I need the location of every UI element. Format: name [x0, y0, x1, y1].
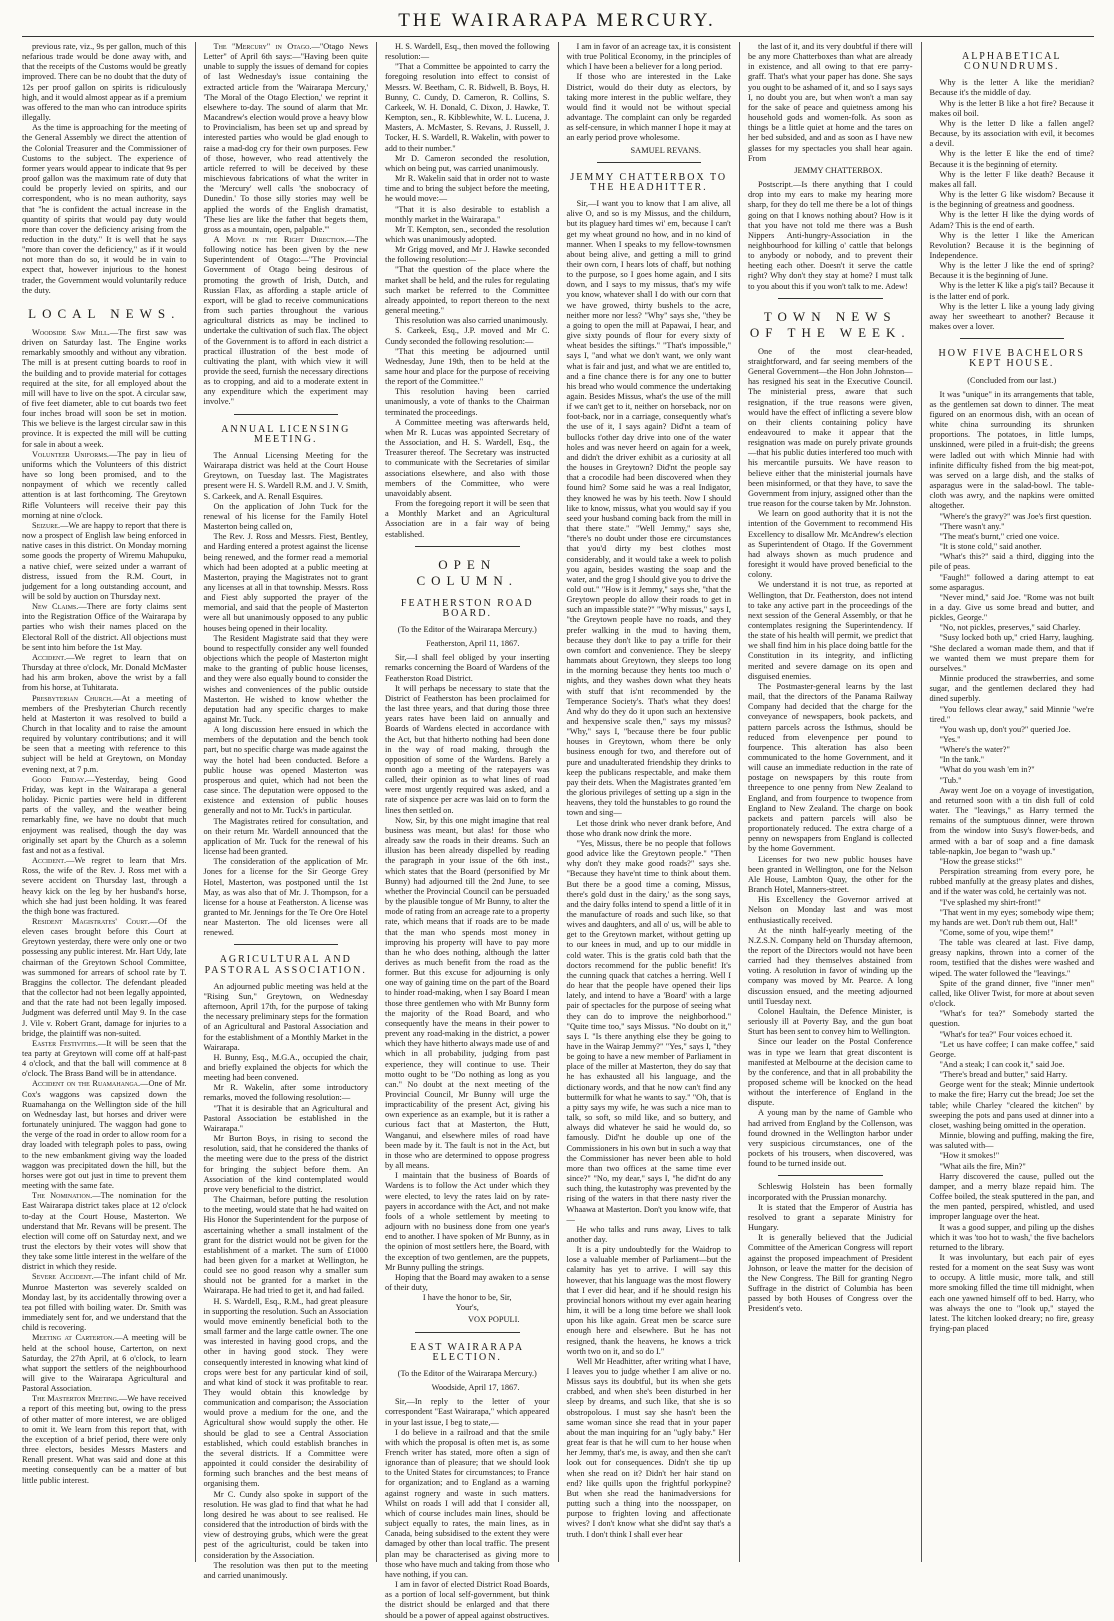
- paragraph: "Let us have coffee; I can make coffee," said George.: [929, 1039, 1094, 1059]
- news-item-lead: Severe Accident.: [32, 1272, 94, 1282]
- paragraph: "That went in my eyes; somebody wipe them; my hands are wet. Don't rub them out, Hal!": [929, 907, 1094, 927]
- letter-heading-election: EAST WAIRARAPA ELECTION.: [410, 1341, 525, 1363]
- paragraph: Mr D. Cameron seconded the resolution, which on being put, was carried unanimously.: [385, 153, 550, 173]
- paragraph: It will perhaps be necessary to state that the District of Featherston has been proclaimed for the last three years, and that during those three years rates have been laid on annually and Boards of Wardens elected in accordance with the Act, but that hitherto nothing had been done in the way of road making, through the opposition of some of the Wardens. Barely a month ago a meeting of the ratepayers was called, their opinion as to what lines of road were most urgently required was asked, and a rate of sixpence per acre was laid on to form the lines then settled on.: [385, 683, 550, 815]
- news-item-lead: The Masterton Meeting.: [32, 1394, 119, 1404]
- paragraph-lead: A Move in the Right Direction.: [213, 234, 347, 244]
- paragraph: "The meat's burnt," cried one voice.: [939, 531, 1060, 541]
- paragraph: At the ninth half-yearly meeting of the N.Z.S.N. Company held on Thursday afternoon, the report of the Directors would not have been carried had they themselves abstained from voting. A resolution in favor of winding up the company was moved by Mr. Pearce. A long discussion ensued, and the meeting adjourned until Tuesday next.: [748, 925, 913, 1006]
- section-heading-licensing: ANNUAL LICENSING MEETING.: [221, 423, 351, 445]
- paragraph: Why is the letter F like death? Because it makes all fall.: [929, 169, 1094, 189]
- paragraph: It was a good supper, and piling up the dishes which it was 'too hot to wash,' the five bachelors returned to the library.: [929, 1222, 1094, 1252]
- news-item-text: —The infant child of Mr. Munroe Masterton was severely scalded on Monday last, by its accidentally throwing over a tea pot filled with boiling water. Dr. Smith was immediately sent for, and we understand that the child is recovering.: [22, 1272, 187, 1333]
- news-item-lead: Woodside Saw Mill.: [32, 327, 110, 337]
- paragraph: S. Carkeek, Esq., J.P. moved and Mr C. Cundy seconded the following resolution:—: [385, 326, 550, 346]
- paragraph: Why is the letter D like a fallen angel? Because, by its association with evil, it becomes a devil.: [929, 118, 1094, 149]
- paragraph: If those who are interested in the Lake District, would do their duty as electors, by taking more interest in the public welfare, they would find it would not be without special advantage. The complaint can only be regarded as self-censure, in which manner I hope it may at an early period prove wholesome.: [566, 72, 731, 143]
- editor-note: (To the Editor of the Wairarapa Mercury.): [397, 1368, 537, 1378]
- divider: [778, 1175, 883, 1176]
- paragraph: I maintain that the business of Boards of Wardens is to follow the Act under which they were elected, to levy the rates laid on by rate-payers in accordance with the Act, and not make fools of a whole settlement by meeting to adjourn with no business done from one year's end to another. I have spoken of Mr Bunny, as in the opinion of most settlers here, the Board, with the exception of two gentlemen, are the puppets, Mr Bunny pulling the strings.: [385, 1171, 550, 1272]
- paragraph: The Resident Magistrate said that they were bound to respectfully consider any well founded objections which the people of Masterton might make to the granting of public house licenses, and they were also equally bound to consider the wishes and conveniences of the public outside Masterton. He wished to know whether the deputation had any specific charges to make against Mr. Tuck.: [203, 633, 368, 724]
- news-item-text: —We regret to learn that on Thursday at three o'clock, Mr. Donald McMaster had his arm broken, above the wrist by a fall from his horse, at Tuhitarata.: [22, 652, 187, 693]
- paragraph: Mr C. Cundy also spoke in support of the resolution. He was glad to find that what he had long desired he was about to see realised. He considered that the introduction of birds with the view of destroying grubs, which were the great pest of the agriculturist, could be taken into consideration by the Association.: [203, 1489, 368, 1560]
- paragraph: "It is stone cold," said another.: [939, 542, 1042, 552]
- news-item-text: —We are happy to report that there is now a prospect of English law being enforced in native cases in this district. On Monday morning some goods the property of Wiremu Mahupuku, a native chief, were seized under a warrant of distress, issued from the R.M. Court, in judgement for a long outstanding account, and will be sold by auction on Thursday next.: [22, 520, 187, 601]
- paragraph: "I've splashed my shirt-front!": [939, 897, 1041, 907]
- paragraph: Sir,—I shall feel obliged by your inserting remarks concerning the Board of Wardens of the Featherston Road District.: [385, 653, 550, 683]
- paragraph: Now, Sir, by this one might imagine that real business was meant, but alas! for those who already saw the roads in their dreams. Such an illusion has been already dispelled by reading the paragraph in your issue of the 6th inst., which states that the Board (personified by Mr Bunny) had adjourned till the 2nd June, to see whether the Provincial Council can be persuaded by the plausible tongue of Mr Bunny, to alter the mode of rating from an acreage rate to a property rate, which means that if roads are to be made that the man who spends most money in improving his property will have to pay more than he who does nothing, although the latter derives as much benefit from the road as the former. But this excuse for adjourning is only one way of gaining time on the part of the Board to hinder road-making, when I say Board I mean those three gentlemen who with Mr Bunny form the majority of the Road Board, and who consequently have the means in their power to prevent any road-making in the district, a power which they have hitherto always made use of and which in all probability, judging from past experience, they will continue to use. Their motto ought to be "Do nothing as long as you can." No doubt at the next meeting of the Provincial Council, Mr Bunny will urge the impracticability of the present Act, giving his own experience as an example, but it is rather a curious fact that at Masterton, the Hutt, Wanganui, and elsewhere miles of road have been made by it. The fault is not in the Act, but in those who are determined to oppose progress by all means.: [385, 815, 550, 1171]
- masthead: THE WAIRARAPA MERCURY.: [398, 10, 716, 31]
- paragraph: This resolution having been carried unanimously, a vote of thanks to the Chairman terminated the proceedings.: [385, 387, 550, 417]
- news-item: [22, 1191, 187, 1272]
- paragraph: "What's for tea?" Four voices echoed it.: [939, 1029, 1073, 1039]
- paragraph: "No, not pickles, preserves," said Charley.: [939, 623, 1081, 633]
- paragraph: "That a Committee be appointed to carry the foregoing resolution into effect to consist of Messrs. W. Beetham, C. R. Bidwell, B. Boys, H. Bunny, C. Cundy, D. Cameron, R. Collins, S. Carkeek, W. H. Donald, C. Dixon, J. Hawke, T. Kempton, sen., R. Kibblewhite, W. L. Lucena, J. Masters, A. McMaster, S. Revans, J. Russell, J. Tocker, H. S. Wardell, R. Wakelin, with power to add to their number.": [385, 62, 550, 153]
- paragraph: Spite of the grand dinner, five "inner men" called, like Oliver Twist, for more at about seven o'clock.: [929, 978, 1094, 1009]
- paragraph: Why is the letter I like the American Revolution? Because it is the beginning of Independence.: [929, 230, 1094, 260]
- paragraph: Hoping that the Board may awaken to a sense of their duty,: [385, 1272, 550, 1292]
- paragraph: "You wash up, don't you?" queried Joe.: [939, 724, 1071, 734]
- paragraph: This resolution was also carried unanimously.: [395, 316, 548, 326]
- paragraph: It is stated that the Emperor of Austria has resolved to grant a separate Ministry for Hungary.: [748, 1202, 913, 1233]
- paragraph: Perspiration streaming from every pore, he rubbed manfully at the greasy plates and dishes, and if the water was cold, he certainly was not.: [929, 867, 1094, 897]
- paragraph: "That this meeting be adjourned until Wednesday, June 19th, then to be held at the same hour and place for the purpose of receiving the report of the Committee.": [385, 346, 550, 387]
- column-1: [22, 42, 187, 1562]
- paragraph: From the foregoing report it will be seen that a Monthly Market and an Agricultural Association are in a fair way of being established.: [385, 499, 550, 539]
- section-heading-town-news: TOWN NEWS OF THE WEEK.: [749, 308, 911, 340]
- paragraph: [204, 235, 369, 408]
- paragraph: Colonel Haultain, the Defence Minister, is seriously ill at Poverty Bay, and the gun boat Sturt has been sent to convey him to Wellington.: [748, 1006, 913, 1037]
- paragraph: "Never mind," said Joe. "Rome was not built in a day. Give us some bread and butter, and pickles, George.": [929, 592, 1094, 623]
- letter-closing: Your's,: [455, 1303, 479, 1313]
- news-item-text: —We have received a report of this meeting but, owing to the press of other matter of more interest, we are obliged to omit it. We learn from this report that, with the exception of a brief period, there were only three electors, besides Messrs Masters and Renall present. What was said and done at this meeting consequently can be a matter of but little public interest.: [22, 1394, 187, 1485]
- news-item-lead: Seizure.: [32, 520, 61, 530]
- paragraph: Schleswig Holstein has been formally incorporated with the Prussian monarchy.: [748, 1182, 913, 1202]
- paragraph: "Faugh!" followed a daring attempt to eat some asparagus.: [929, 572, 1094, 592]
- paragraph: Harry discovered the cause, pulled out the damper, and a merry blaze repaid him. The Coffee boiled, the steak sputtered in the pan, and the men panted, perspired, whistled, and used improper language over the heat.: [929, 1171, 1094, 1222]
- paragraph: "What's this?" said a third, digging into the pile of peas.: [929, 552, 1094, 572]
- town-news: [748, 347, 913, 1170]
- licensing-article: [204, 451, 369, 939]
- news-item-lead: Resident Magistrates' Court.: [32, 916, 150, 926]
- paragraph: Why is the letter J like the end of spring? Because it is the beginning of June.: [929, 261, 1094, 281]
- paragraph: "And a steak; I can cook it," said Joe.: [939, 1060, 1065, 1069]
- election-letter-continued: [567, 42, 732, 144]
- paragraph: "Where's the gravy?" was Joe's first question.: [939, 511, 1092, 521]
- postscript: Postscript.—Is there anything that I could drop into my ears to make my hearing more sharp, for they do tell me there be a lot of things going on that I knows nothing about? How is it that you have not told me there was a Bush Nippers Anti-hungry-Association in the neighbourhood for killing o' cattle that belongs to anybody or nobody, and to prevent their heeting each other. Doesn't it serve the cattle right? Why don't they stay at home? I must talk to you about this if you won't talk to me. Adew!: [748, 180, 913, 291]
- news-item-lead: Accident on the Ruamahanga.: [32, 1079, 141, 1089]
- paragraph: "That it is also desirable to establish a monthly market in the Wairarapa.": [385, 204, 550, 224]
- news-item-text: —A meeting will be held at the school house, Carterton, on next Saturday, the 27th April, at 6 o'clock, to learn what support the settlers of the neighbourhood will give to the Wairarapa Agricultural and Pastoral Association.: [22, 1333, 187, 1394]
- paragraph: "You fellows clear away," said Minnie "we're tired.": [929, 704, 1094, 724]
- paragraph: "How it smokes!": [939, 1151, 1000, 1161]
- paragraph: A long discussion here ensued in which the members of the deputation and the bench took part, but no specific charge was made against the way the hotel had been conducted. Before a public house was opened Masterton was prosperous and quiet, which had not been the case since. The deputation were opposed to the existence and extension of public houses generally and not to Mr. Tuck's in particular.: [203, 725, 368, 816]
- jemmy-letter: [567, 199, 732, 1540]
- column-4: [558, 42, 732, 1562]
- news-item: [22, 521, 187, 602]
- news-item-text: —The first saw was driven on Saturday last. The Engine works remarkably smoothly and without any vibration. The mill is at present cutting boards to roof in the building and to provide material for cottages required at the site, for all employed about the mill will have to live on the spot. A circular saw, of five feet diameter, able to cut boards two feet four inches broad will soon be set in motion. This we believe is the largest circular saw in this province. It is expected the mill will be cutting for sale in about a week.: [22, 327, 187, 449]
- paragraph: Licenses for two new public houses have been granted in Wellington, one for the Nelson Ale House, Lambton Quay, the other for the Branch Hotel, Manners-street.: [748, 854, 913, 895]
- paragraph: We learn on good authority that it is not the intention of the Government to recommend His Excellency to disallow Mr. McAndrew's election as Superintendent of Otago. If the Government had always shown as much prudence and foresight it would have proved beneficial to the colony.: [748, 509, 913, 580]
- paragraph: [204, 42, 369, 235]
- paragraph: Away went Joe on a voyage of investigation, and returned soon with a tin dish full of cold water. The "leavings," as Harry termed the remains of the sumptuous dinner, were thrown from the window into Susy's flower-beds, and armed with a bar of soap and a fine damask table-napkin, Joe began to "wash up.": [929, 785, 1094, 856]
- news-item: [22, 602, 187, 653]
- news-item: [22, 694, 187, 775]
- paragraph: "Yes, Missus, there be no people that follows good advice like the Greytown people." "Then why don't they make good roads?" says she. "Because they have'nt time to think about them. But there be a good time a coming, Missus, there's gold dust in the dairy,' as the song says, and the dairy folks intend to spend a little of it in the manufacture of roads and such like, so that wives and daughters, and all o' us, will be able to get to the Greytown market, without getting up to our knees in mud, and up to our middle in cold water. This is the gratis cold bath that the doctors recommend for the public benefit! It's the cunning quack that catches a herring. Well I do hear that the people have opened their lips lately, and intend to have a 'Board' with a large pair of spectacles for the purpose of seeing what they can do to improve the neighborhood." "Quite time too," says Missus. "No doubt on it," says I. "Is there anything else they be going to have in the Wairap Jemmy?" "Yes," says I, "they be going to have a new member of Parliament in place of the miller at Masterton, they do say that he has exhausted all his language, and the dictionary words, and that he now can't find any buttermilk for what he wants to say." "Oh, that is a pitty says my wife, he was such a nice man to talk, so soft, so mild like, and so buttery, and always did whatever he said he would do, so famously. Did'nt he double up one of the Commissioners in his own but in such a way that the Commissioner has never been able to hold more than two offices at the same time ever since?" "No, my dear," says I, "he did'nt do any such thing, the kutastrophy was prevented by the rising of the waters in that there nasty river the Whaawa at Masterton. Don't you know wife, that—: [566, 838, 731, 1224]
- divider: [597, 162, 702, 163]
- news-item-text: —The pay in lieu of uniforms which the Volunteers of this district have so long been promised, and to the nonpayment of which we recently called attention is at last forthcoming. The Greytown Rifle Volunteers will receive their pay this morning at nine o'clock.: [22, 449, 187, 520]
- paragraph: previous rate, viz., 9s per gallon, much of this nefarious trade would be done away with, and that the receipts of the Customs would be greatly improved. There can be no doubt that the duty of 12s per proof gallon on spirits is ridiculously high, and it would almost appear as if a premium was offered to the man who can introduce spirits illegally.: [22, 42, 187, 123]
- news-item: [22, 917, 187, 1039]
- paragraph: A Committee meeting was afterwards held, when Mr R. Lucas was appointed Secretary of the Association, and H. S. Wardell, Esq., the Treasurer thereof. The Secretary was instructed to communicate with the Secretaries of similar associations elsewhere, and also with those members of the Committee, who were unavoidably absent.: [385, 417, 550, 498]
- agricultural-article: [204, 982, 369, 1581]
- letter-heading-featherston: FEATHERSTON ROAD BOARD.: [400, 597, 534, 619]
- divider: [960, 338, 1065, 339]
- letter-date: Featherston, April 11, 1867.: [426, 639, 520, 649]
- paragraph: "Yes.": [939, 735, 961, 744]
- news-item-text: —There are forty claims sent into the Registration Office of the Wairarapa by parties who wish their names placed on the Electoral Roll of the district. All objections must be sent into him before the 1st May.: [22, 602, 187, 652]
- paragraph: The Postmaster-general learns by the last mail, that the directors of the Panama Railway Company had decided that the charge for the conveyance of newspapers, book packets, and pattern parcels across the Isthmus, should be reduced from elevenpence per pound to fourpence. This alteration has also been communicated to the home Government, and it will cause an immediate reduction in the rate of postage on newspapers by this route from threepence to one penny from New Zealand to England, and from fourpence to twopence from England to New Zealand. The charge on book packets and pattern parcels will also be proportionately reduced. The extra charge of a penny on newspapers from England is collected by the home Government.: [748, 681, 913, 854]
- column-6: [921, 42, 1095, 1562]
- paragraph: His Excellency the Governor arrived at Nelson on Monday last and was most enthusiastically received.: [748, 895, 913, 925]
- paragraph: Since our leader on the Postal Conference was in type we learn that great discontent is manifested at Melbourne at the decision came to by the conference, and that in all probability the proposed scheme will be knocked on the head without the interference of England in the dispute.: [748, 1037, 913, 1108]
- section-heading-conundrums: ALPHABETICAL CONUNDRUMS.: [961, 51, 1062, 73]
- paragraph: "Susy locked both up," cried Harry, laughing. "She declared a woman made them, and that if we wanted them we must prepare them for ourselves.": [929, 633, 1094, 673]
- news-item: [22, 653, 187, 694]
- masthead-rule: [22, 36, 1094, 37]
- news-item-lead: Volunteer Uniforms.: [32, 449, 110, 459]
- news-item-lead: The Nomination.: [32, 1191, 93, 1201]
- letter-signature: SAMUEL REVANS.: [630, 145, 701, 155]
- paragraph: Why is the letter K like a pig's tail? Because it is the latter end of pork.: [929, 281, 1094, 301]
- news-item-text: —At a meeting of members of the Presbyterian Church recently held at Masterton it was resolved to build a Church in that locality and to raise the amount required by voluntary contributions; and it will be seen that a meeting with reference to this subject will be held at Greytown, on Monday evening next, at 7 p.m.: [22, 693, 187, 774]
- paragraph: "There wasn't any.": [939, 521, 1005, 531]
- news-item-lead: Meeting at Carterton.: [32, 1333, 115, 1343]
- paragraph: Minnie, blowing and puffing, making the fire, was saluted with—: [929, 1131, 1094, 1151]
- paragraph: "What ails the fire, Min?": [939, 1161, 1026, 1171]
- section-heading-local-news: LOCAL NEWS.: [28, 305, 181, 321]
- paragraph: H. S. Wardell, Esq., R.M., had great pleasure in supporting the resolution. Such an Association would move eminently beneficial both to the small farmer and the large cattle owner. The one was interested in having good crops, and the other in having good stock. They were consequently interested in knowing what kind of crops were best for any particular kind of soil, and what kind of stock it was profitable to rear. They would obtain this knowledge by communication and comparison; the Association would prove a medium for the one, and the Agricultural show would supply the other. He should be glad to see a Central Association established, which could establish branches in the several districts. If a Committee were appointed it could consider the desirability of forming such branches and the best means of organising them.: [203, 1296, 368, 1489]
- paragraph: An adjourned public meeting was held at the "Rising Sun," Greytown, on Wednesday afternoon, April 17th, for the purpose of taking the necessary preliminary steps for the formation of an Agricultural and Pastoral Association and for the establishment of a Monthly Market in the Wairarapa.: [203, 981, 368, 1052]
- divider: [778, 298, 883, 299]
- news-item-text: —It will be seen that the tea party at Greytown will come off at half-past 4 o'clock, and that the ball will commence at 8 o'clock. The Brass Band will be in attendance.: [22, 1038, 187, 1079]
- paragraph: Why is the letter A like the meridian? Because it's the middle of day.: [929, 78, 1094, 98]
- letter-signature: JEMMY CHATTERBOX.: [794, 165, 883, 175]
- paragraph: Sir,—I want you to know that I am alive, all alive O, and so is my Missus, and the childurn, but its plaguey hard times wi' em, because I can't get my wheat ground no how, and in no kind of manner. When I speaks to my fellow-townsmen about being alive, and getting a mill to grind their own corn, I hears lots of chaff, but nothing to the purpose, so I goes home again, and I sits down, and I says to my missus, that's my wife you know, whatever shall I do with our corn that we have growed, thirty bushels to the acre, neither more nor less? "Why" says she, "they be a going to open the mill at Papawai, I hear, and give sixty pounds of flour for every sixty of wheat besides the siftings." "That's impossible," says I, "and what we don't want, we only want what is fair and just, and what we are entitled to, and a fine chance there is for any one to butter his bread who would commence the undertaking again. Besides Missus, what's the use of the mill if we can't get to it, neither on horseback, nor on foot-back, nor in a carriage, consequently what's the use of it, I says again? Did'nt a team of bullocks t'other day drive into one of the water holes and was never heerd on again for a week, and didn't the driver exhibit as a curiosity at all the houses in Greytown? Did'nt the people say that a crocodile had been discovered when they found him? Some said he was a real Indigator, they knowed he was by his teeth. Now I should like to know, missus, what you would say if you seed your husband coming back from the mill in that there state." "Well Jemmy," says she, "there's no doubt under those ere circumstances that you'd dirty my best clothes most considerably, and it would take a week to polish you again, besides wasting the soap and the water, and the grog I should give you to drive the cold out." "How is it Jemmy," says she, "that the Greytown people do allow their roads to get in such an impassible state?" "Why missus," says I, "the Greytown people have no roads, and they prefer walking in the mud to having them, because they don't like to pay a trifle for their own comfort and convenience. They be sleepy hammats about Greytown, they sleeps too long in the morning because they hents too much o' nights, and they washes down what they heats with stuff that is'nt recommended by the Temperance Society's. That's what they does! And why do they do it upon such an hextensive and hexpensive scale then," says my missus? "Why," says I, "because there be four public houses in Greytown, whom there be only business enough for two, and therefore out of pure and unadulterated friendship they drinks to keep the publicans respectable, and make them pay their dets. When the Magistrates granted 'em the glorious privileges of setting up a sign in the heavens, they told the hunstables to go round the town and sing—: [566, 199, 731, 818]
- column-5: [739, 42, 913, 1562]
- paragraph: "In the tank.": [939, 755, 985, 765]
- paragraph: Mr T. Kempton, sen., seconded the resolution which was unanimously adopted.: [385, 224, 550, 244]
- news-item: [22, 328, 187, 450]
- news-item: [22, 1079, 187, 1191]
- paragraph: "That it is desirable that an Agricultural and Pastoral Association be established in the Wairarapa.": [203, 1103, 368, 1133]
- election-letter: [385, 1397, 550, 1620]
- news-item: [22, 1394, 187, 1485]
- paragraph: I am in favor of an acreage tax, it is consistent with true Political Economy, in the principles of which I have been a believer for a long period.: [566, 42, 731, 72]
- paragraph: The Annual Licensing Meeting for the Wairarapa district was held at the Court House Greytown, on Tuesday last. The Magistrates present were H. S. Wardell R.M. and J. V. Smith, S. Carkeek, and A. Renall Esquires.: [203, 450, 368, 501]
- paragraph: "Come, some of you, wipe them!": [939, 927, 1054, 937]
- paragraph: Why is the letter H like the dying words of Adam? This is the end of earth.: [929, 210, 1094, 230]
- news-item: [22, 856, 187, 917]
- bachelors-story: [930, 390, 1095, 1335]
- paragraph-lead: The "Mercury" in Otago.: [213, 42, 312, 51]
- news-item-lead: Easter Festivities.: [32, 1038, 98, 1048]
- news-item-lead: Accident.: [32, 856, 67, 866]
- paragraph: Let those drink who never drank before, And those who drank now drink the more.: [566, 818, 731, 838]
- column-2: [195, 42, 369, 1580]
- letter-closing: I have the honor to be, Sir,: [422, 1293, 512, 1303]
- section-heading-open-column: OPEN COLUMN.: [416, 556, 519, 588]
- paragraph: H. Bunny, Esq., M.G.A., occupied the chair, and briefly explained the objects for which the meeting had been convened.: [203, 1052, 368, 1083]
- paragraph: "That the question of the place where the market shall be held, and the rules for regulating such market be referred to the Committee already appointed, to report thereon to the next general meeting.": [385, 265, 550, 316]
- paragraph: Mr Grigg moved, and Mr J. Hawke seconded the following resolution:—: [385, 245, 550, 265]
- divider: [415, 546, 520, 547]
- paragraph: The Magistrates retired for consultation, and on their return Mr. Wardell announced that the application of Mr. Tuck for the renewal of his license had been granted.: [203, 816, 368, 857]
- paragraph: It was involuntary, but each pair of eyes rested for a moment on the seat Susy was wont to occupy. A little music, more talk, and still more smoking filled the time till midnight, when each one yawned himself off to bed. Harry, who was always the one to "look up," stayed the latest. The kitchen looked dreary; no fire, greasy frying-pan placed: [929, 1252, 1094, 1334]
- conundrum-list: [930, 78, 1095, 332]
- news-item-lead: New Claims.: [32, 602, 79, 612]
- newspaper-page: [22, 42, 1094, 1620]
- paragraph: The Chairman, before putting the resolution to the meeting, would state that he had waited on His Honor the Superintendent for the purpose of ascertaining whether a small instalment of the grant for the district would not be given for the establishment of a market. The sum of £1000 had been given for a market at Wellington, he could see no good reason why a smaller sum should not be granted for a market in the Wairarapa. He had tried to get it, and had failed.: [203, 1195, 368, 1296]
- paragraph: A young man by the name of Gamble who had arrived from England by the Collenson, was found drowned in the Wellington harbor under very suspicious circumstances, one of the pockets of his trousers, when discovered, was found to be turned inside out.: [748, 1108, 913, 1169]
- news-item: [22, 450, 187, 521]
- paragraph-body: —"Otago News Letter" of April 6th says:—"Having been quite unable to supply the issues of demand for copies of last Wednesday's issue containing the extracted article from the 'Wairarapa Mercury,' 'The Moral of the Otago Election,' we reprint it elsewhere to-day. The sound of alarm that Mr. Macandrew's election would prove a heavy blow to Provincialism, has been set up and spread by interested parties who would be glad enough to raise a mad-dog cry for their own purposes. Few of those, however, who read attentively the article referred to will be deceived by these mischievous fabrications of what the writer in the 'Mercury' well calls 'the snobocracy of Dunedin.' To those silly stories may well be applied the words of the English dramatist, 'These lies are like the father that begets them, gross as a mountain, open, palpable.'": [203, 42, 369, 234]
- featherston-letter: [385, 653, 550, 1293]
- paragraph: One of the most clear-headed, straightforward, and far seeing members of the General Government—the Hon John Johnston—has resigned his seat in the Executive Council. The ministerial press, aware that such resignation, if the true reasons were given, would have the effect of inflicting a severe blow on their clients containing policy have endeavoured to make it appear that the resignation was made on purely private grounds—that his public duties interfered too much with his mercantile pursuits. We have reason to believe either that the ministerial journals have been misinformed, or that they have, to save the Government from injury, assigned other than the true reason for the course taken by Mr. Johnston.: [748, 346, 913, 509]
- letter-heading-jemmy: JEMMY CHATTERBOX TO THE HEADHITTER.: [570, 171, 728, 193]
- paragraph: The table was cleared at last. Five damp, greasy napkins, thrown into a corner of the room, testified that the dishes were washed and wiped. The water followed the "leavings.": [929, 938, 1094, 978]
- paragraph: It is generally believed that the Judicial Committee of the American Congress will report against the proposed impeachment of President Johnson, or leave the matter for the decision of the New Congress. The Bill for granting Negro Suffrage in the district of Columbia has been passed by both Houses of Congress over the President's veto.: [748, 1233, 913, 1314]
- paragraph: The consideration of the application of Mr. Jones for a license for the Sir George Grey Hotel, Masterton, was postponed until the 1st May, as was also that of Mr. J. Thompson, for a license for a house at Featherston. A license was granted to Mr. Jennings for the Te Ore Ore Hotel near Masterton. The old licenses were all renewed.: [203, 857, 368, 938]
- paragraph-body: —The following notice has been given by the new Superintendent of Otago:—"The Provincial Government of Otago being desirous of promoting the growth of Irish, Dutch, and Russian Flax, as affording a staple article of export, will be glad to receive communications from such parties throughout the various agricultural districts as may be inclined to undertake the cultivation of such flax. The object of the Government is to afford in each district a practical illustration of the best mode of cultivating the plant, with which view it will provide the seed, furnish the necessary directions as to cropping, and aid to a moderate extent in any expenditure which the experiment may involve.": [203, 234, 368, 407]
- paragraph: It is a pity undoubtedly for the Waidrop to lose a valuable member of Parliament—but the calamity has yet to arrive. I will say this however, that his language was the most flowery that I ever did hear, and if he should resign his provincial honors without my ever again hearing him, it will be a long time before we shall look upon his like again. Great men be scarce sure enough here and elsewhere. But he has not resigned, thank the heavens, he knows a trick worth two on it, and so do I.": [566, 1245, 731, 1356]
- paragraph: The resolution was then put to the meeting and carried unanimously.: [203, 1560, 368, 1580]
- news-item-text: —Yesterday, being Good Friday, was kept in the Wairarapa a general holiday. Picnic parties were held in different parts of the valley, and the weather being remarkably fine, we have no doubt that much enjoyment was realised, though the day was originally set apart by the Church as a solemn fast and not as a festival.: [22, 774, 187, 855]
- editor-note: (To the Editor of the Wairarapa Mercury.): [397, 624, 537, 634]
- paragraph: "Where's the water?": [939, 745, 1010, 755]
- local-news-items: [22, 328, 187, 1486]
- paragraph: Mr R. Wakelin, after some introductory remarks, moved the following resolution:—: [203, 1083, 368, 1103]
- paragraph: Why is the letter G like wisdom? Because it is the beginning of greatness and goodness.: [929, 190, 1094, 210]
- section-heading-bachelors: HOW FIVE BACHELORS KEPT HOUSE.: [938, 348, 1085, 370]
- news-item-text: —We regret to learn that Mrs. Ross, the wife of the Rev. J. Ross met with a severe accident on Thursday last, through a heavy kick on the leg by her husband's horse, which she had just been holding. It was feared the thigh bone was fractured.: [22, 856, 187, 916]
- news-item: [22, 1272, 187, 1333]
- paragraph: Why is the letter L like a young lady giving away her sweetheart to another? Because it makes over a lover.: [929, 301, 1094, 332]
- paragraph: Well Mr Headhitter, after writing what I have, I leaves you to judge whether I am alive or no. Missus says its doubtful, but its when she gets crabbed, and when she's been disturbed in her sleep by dreams, and such like, that she is so obstropolous. I must say she hasn't been the same woman since she read that in your paper about the man inquiring for an "ugly baby." Her great fear is that he will cum to her house when her Jemmy, that's me, is away, and then she can't look out for consequences. Didn't she tip up when she read on it? Didn't her hair stand on end? like quills upon the frightful porkypine? But when she read the hanimadversions for putting such a thing into the noosspaper, on purpose to frighten loving and affectionate wives? I don't know what she did'nt say that's a truth. I don't think I shall ever hear: [566, 1356, 731, 1539]
- paragraph: Minnie produced the strawberries, and some sugar, and the gentlemen declared they had dined superbly.: [929, 674, 1094, 704]
- paragraph: The Rev. J. Ross and Messrs. Fiest, Bentley, and Harding entered a protest against the license being renewed, and the former read a memorial which had been adopted at a public meeting at Masterton, praying the Magistrates not to grant any licenses at all in that township. Messrs. Ross and Fiest ably supported the prayer of the memorial, and said that the people of Masterton were all but unanimously opposed to any public houses being opened in their locality.: [203, 532, 368, 633]
- letter-date: Woodside, April 17, 1867.: [431, 1383, 520, 1393]
- paragraph: Why is the letter E like the end of time? Because it is the beginning of eternity.: [929, 149, 1094, 169]
- paragraph: Why is the letter B like a hot fire? Because it makes oil boil.: [929, 98, 1094, 118]
- paragraph: Mr R. Wakelin said that in order not to waste time and to bring the subject before the meeting, he would move:—: [385, 174, 550, 204]
- continued-note: (Concluded from our last.): [967, 375, 1057, 385]
- foreign-news: [748, 1182, 913, 1314]
- divider: [234, 414, 339, 415]
- agricultural-article-continued: [385, 42, 550, 540]
- paragraph: We understand it is not true, as reported at Wellington, that Dr. Featherston, does not intend to take any active part in the proceedings of the next session of the General Assembly, or that he contemplates resigning the Superintendency. If the state of his health will permit, we predict that we shall find him in his place doing battle for the Constitution in its integrity, and inflicting merited and severe damage on its open and disguised enemies.: [748, 580, 913, 681]
- column-3: [376, 42, 550, 1620]
- jemmy-letter-continued: [748, 42, 913, 164]
- paragraph: As the time is approaching for the meeting of the General Assembly we direct the attention of the Colonial Treasurer and the Commissioner of Customs to the subject. The experience of former years would appear to indicate that 9s per proof gallon was the maximum rate of duty that could be properly levied on spirits, and our correspondent, who is no mean authority, says that "he is confident the actual increase in the quantity of spirits that would pay duty would more than cover the deficiency arising from the reduction in the duty." It is well that he says "more than cover the deficiency," as if it would not more than do so, it would be in vain to expect that, however injurious to the honest trader, the Government would voluntarily reduce the duty.: [22, 123, 187, 295]
- news-item: [22, 1039, 187, 1080]
- paragraph: H. S. Wardell, Esq., then moved the following resolution:—: [385, 42, 550, 62]
- news-item: [22, 775, 187, 856]
- section-heading-agricultural: AGRICULTURAL AND PASTORAL ASSOCIATION.: [204, 954, 367, 976]
- paragraph: I do believe in a railroad and that the smile with which the proposal is often met is, as some French writer has stated, more often a sign of ignorance than of pleasure; that we should look to the United States for circumstances; to France for organization; and to England as a warning against rognery and waste in such matters. Whilst on roads I will add that I consider all, which of course includes main lines, should be subject equally to rates, the main lines, as in Canada, being subsidised to the extent they were damaged by other than local traffic. The present plan may be characterised as giving more to those who have much and taking from those who have nothing, if you can.: [385, 1427, 550, 1579]
- letter-signature: VOX POPULI.: [468, 1315, 520, 1325]
- news-item-lead: Good Friday.: [32, 774, 87, 784]
- divider: [234, 944, 339, 945]
- paragraph: George went for the steak; Minnie undertook to make the fire; Harry cut the bread; Joe set the table; while Charley "cleared the kitchen" by sweeping the pots and pans used at dinner into a closet, washing being omitted in the operation.: [929, 1080, 1094, 1130]
- paragraph: He who talks and runs away, Lives to talk another day.: [566, 1224, 731, 1244]
- paragraph: Sir,—In reply to the letter of your correspondent "East Wairarapa," which appeared in your last issue, I beg to state,—: [385, 1397, 550, 1427]
- news-item-text: —The nomination for the East Wairarapa district takes place at 12 o'clock to-day at the Court House, Masterton. We understand that Mr. Revans will be present. The election will come off on Saturday next, and we trust the electors by their votes will show that they take some little interest in the welfare of the district in which they reside.: [22, 1191, 187, 1272]
- paragraph: It was "unique" in its arrangements that table, as the gentlemen sat down to dinner. The meat figured on an enormous dish, with an ocean of white china surrounding its shrunken proportions. The potatoes, in little lumps, unskinned, were piled in a fruit-dish; the greens were ladled out with which Minnie had with infinite difficulty fished from the big meat-pot, was served on a large dish, and the stalks of asparagus were in the salad-bowl. The table-cloth was awry, and the napkins were omitted altogether.: [929, 389, 1094, 511]
- paragraph: "How the grease sticks!": [939, 856, 1023, 866]
- paragraph: "What do you wash 'em in?": [939, 765, 1035, 775]
- paragraph: Mr Burton Boys, in rising to second the resolution, said, that he considered the thanks of the meeting were due to the press of the district for bringing the subject before them. An Association of the kind contemplated would prove very beneficial to the district.: [203, 1134, 368, 1194]
- paragraph: "There's bread and butter," said Harry.: [939, 1070, 1068, 1080]
- paragraph: the last of it, and its very doubtful if there will be any more Chatterboxes than what are already in existence, and all owing to that ere parry-graff. That's what your paper has done. She says you ought to be ashamed of it, and so I says says I, no doubt you are, but when won't a man say for the sake of peace and quietness among his household gods and women-folk. As soon as things be a little quiet at home and the tares on her bed subsided, and and as soon as I have new glasses for my spectacles you shall hear again. From: [748, 42, 913, 163]
- paragraph: On the application of John Tuck for the renewal of his license for the Family Hotel Masterton being called on,: [203, 501, 368, 532]
- paragraph: I am in favor of elected District Road Boards, as a portion of local self-government, but think the district should be enlarged and that there should be a power of appeal against obstructives.: [385, 1580, 550, 1620]
- paragraph: "Tub.": [939, 775, 962, 785]
- paragraph: "What's for tea?" Somebody started the question.: [929, 1009, 1094, 1029]
- news-item-text: —One of Mr. Cox's waggons was capsized down the Ruamahanga on the Wellington side of the hill on Wednesday last, but horses and driver were fortunately uninjured. The waggon had gone to the verge of the road in order to allow room for a dray loaded with telegraph poles to pass, owing to the new embankment giving way the loaded waggon was precipitated down the hill, but the horses were got out just in time to prevent them meeting with the same fate.: [22, 1079, 187, 1191]
- news-item-lead: Accident.: [32, 652, 67, 662]
- news-item-text: —Of the eleven cases brought before this Court at Greytown yesterday, there were only one or two possessing any public interest. Mr. Hart Udy, late chairman of the Greytown School Committee, was summoned for arrears of school rate by T. Braggins the collector. The defendant pleaded that the collector had not been legally appointed, and that the rate had not been legally imposed. Judgment was deferred until May 9. In the case J. Vile v. Robert Grant, damage for injuries to a bridge, the plaintiff was non-suited.: [22, 916, 187, 1038]
- news-item-lead: Presbyterian Church.: [32, 693, 114, 703]
- news-item: [22, 1333, 187, 1394]
- divider: [415, 1332, 520, 1333]
